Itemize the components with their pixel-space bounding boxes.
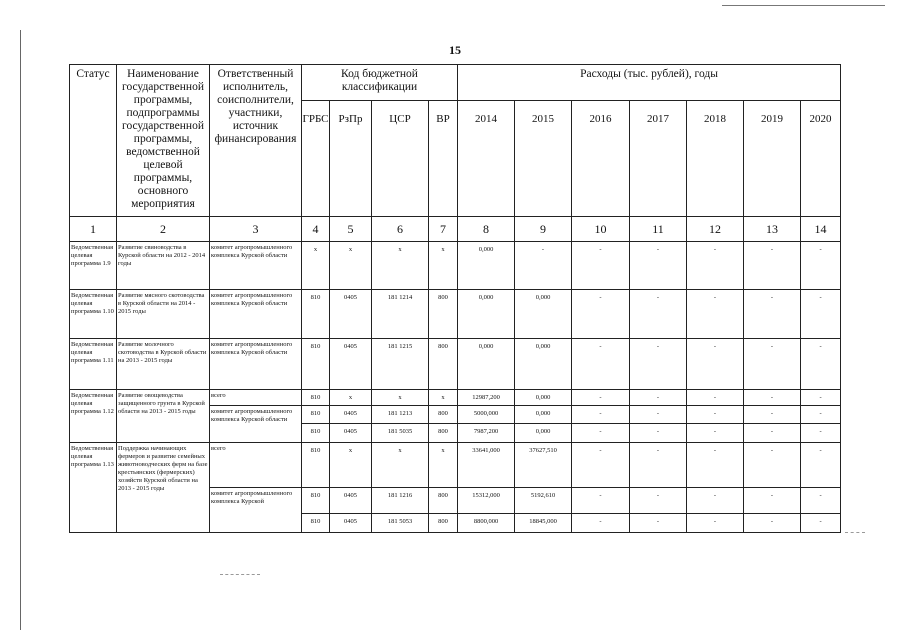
csr-cell: 181 1215 [372, 339, 429, 390]
grbs-cell: 810 [302, 514, 330, 533]
header-budget-code: Код бюджетной классификации [302, 65, 458, 101]
grbs-cell: 810 [302, 339, 330, 390]
vr-cell: x [429, 390, 458, 406]
expense-cell: - [630, 514, 687, 533]
expense-cell: - [687, 443, 744, 488]
vr-cell: x [429, 443, 458, 488]
expense-cell: 0,000 [458, 242, 515, 290]
expense-cell: - [687, 290, 744, 339]
grbs-cell: x [302, 242, 330, 290]
column-number: 5 [330, 217, 372, 242]
expense-cell: - [744, 390, 801, 406]
expense-cell: 37627,510 [515, 443, 572, 488]
rzpr-cell: 0405 [330, 290, 372, 339]
expense-cell: - [630, 406, 687, 424]
expense-cell: 0,000 [515, 390, 572, 406]
header-year: 2019 [744, 101, 801, 217]
expense-cell: - [801, 406, 841, 424]
expense-cell: 0,000 [515, 290, 572, 339]
responsible-cell: комитет агропромышленного комплекса Курской области [210, 339, 302, 390]
expense-cell: - [744, 242, 801, 290]
status-cell: Ведомственная целевая программа 1.10 [70, 290, 117, 339]
status-cell: Ведомственная целевая программа 1.12 [70, 390, 117, 443]
csr-cell: 181 5053 [372, 514, 429, 533]
header-year: 2016 [572, 101, 630, 217]
csr-cell: 181 1216 [372, 488, 429, 514]
expense-cell: 7987,200 [458, 424, 515, 443]
total-label-cell: всего [210, 390, 302, 406]
rzpr-cell: 0405 [330, 406, 372, 424]
header-csr: ЦСР [372, 101, 429, 217]
header-year: 2020 [801, 101, 841, 217]
status-cell: Ведомственная целевая программа 1.11 [70, 339, 117, 390]
header-year: 2014 [458, 101, 515, 217]
expense-cell: - [744, 488, 801, 514]
rzpr-cell: x [330, 242, 372, 290]
vr-cell: 800 [429, 406, 458, 424]
expense-cell: - [687, 488, 744, 514]
expense-cell: - [744, 514, 801, 533]
csr-cell: 181 1213 [372, 406, 429, 424]
grbs-cell: 810 [302, 406, 330, 424]
page-number: 15 [449, 43, 461, 57]
header-grbs: ГРБС [302, 101, 330, 217]
grbs-cell: 810 [302, 443, 330, 488]
vr-cell: 800 [429, 339, 458, 390]
table-row [70, 290, 841, 339]
status-cell: Ведомственная целевая программа 1.9 [70, 242, 117, 290]
column-number: 11 [630, 217, 687, 242]
expense-cell: - [687, 424, 744, 443]
column-number: 4 [302, 217, 330, 242]
expense-cell: - [801, 390, 841, 406]
expense-cell: - [801, 339, 841, 390]
column-number: 7 [429, 217, 458, 242]
expense-cell: 0,000 [458, 290, 515, 339]
column-number: 14 [801, 217, 841, 242]
expense-cell: 0,000 [515, 339, 572, 390]
expense-cell: 5192,610 [515, 488, 572, 514]
rzpr-cell: 0405 [330, 514, 372, 533]
header-responsible: Ответственный исполнитель, соисполнители, участники, источник финансирования [210, 65, 302, 217]
csr-cell: 181 5035 [372, 424, 429, 443]
expense-cell: - [801, 514, 841, 533]
table-row [70, 242, 841, 290]
program-name-cell: Развитие овощеводства защищенного грунта в Курской области на 2013 - 2015 годы [117, 390, 210, 443]
column-number: 9 [515, 217, 572, 242]
column-number: 1 [70, 217, 117, 242]
header-vr: ВР [429, 101, 458, 217]
left-margin-rule [20, 30, 21, 630]
expense-cell: - [572, 290, 630, 339]
expense-cell: - [801, 290, 841, 339]
expense-cell: 33641,000 [458, 443, 515, 488]
expense-cell: - [630, 424, 687, 443]
expense-cell: - [630, 290, 687, 339]
expense-cell: - [744, 339, 801, 390]
expense-cell: - [572, 514, 630, 533]
column-number: 3 [210, 217, 302, 242]
column-number: 6 [372, 217, 429, 242]
grbs-cell: 810 [302, 488, 330, 514]
expense-cell: - [630, 242, 687, 290]
expense-cell: - [744, 290, 801, 339]
column-number: 12 [687, 217, 744, 242]
expense-cell: - [630, 488, 687, 514]
grbs-cell: 810 [302, 390, 330, 406]
header-year: 2017 [630, 101, 687, 217]
header-row [70, 65, 841, 101]
expense-cell: - [801, 242, 841, 290]
expense-cell: - [572, 424, 630, 443]
expense-cell: 0,000 [515, 406, 572, 424]
expense-cell: - [630, 390, 687, 406]
expense-cell: - [744, 406, 801, 424]
expense-cell: 0,000 [515, 424, 572, 443]
expense-cell: 12987,200 [458, 390, 515, 406]
expense-cell: - [630, 339, 687, 390]
expense-cell: - [801, 488, 841, 514]
header-name: Наименование государственной программы, подпрограммы государственной программы, ведомственной целевой программы, основного мероприятия [117, 65, 210, 217]
header-year: 2018 [687, 101, 744, 217]
program-name-cell: Развитие молочного скотоводства в Курской области на 2013 - 2015 годы [117, 339, 210, 390]
responsible-cell: комитет агропромышленного комплекса Курской области [210, 290, 302, 339]
vr-cell: 800 [429, 290, 458, 339]
program-name-cell: Поддержка начинающих фермеров и развитие семейных животноводческих ферм на базе крестьянских (фермерских) хозяйств Курской области на 2013 - 2015 годы [117, 443, 210, 533]
expense-cell: - [687, 406, 744, 424]
dashed-rule [845, 532, 865, 533]
total-label-cell: всего [210, 443, 302, 488]
expense-cell: - [687, 242, 744, 290]
dashed-rule [220, 574, 260, 575]
expense-cell: - [687, 390, 744, 406]
table-row [70, 390, 841, 406]
column-numbers-row [70, 217, 841, 242]
grbs-cell: 810 [302, 290, 330, 339]
column-number: 10 [572, 217, 630, 242]
expense-cell: - [744, 424, 801, 443]
csr-cell: 181 1214 [372, 290, 429, 339]
rzpr-cell: 0405 [330, 424, 372, 443]
vr-cell: 800 [429, 424, 458, 443]
expense-cell: 5000,000 [458, 406, 515, 424]
rzpr-cell: 0405 [330, 339, 372, 390]
rzpr-cell: x [330, 390, 372, 406]
program-name-cell: Развитие мясного скотоводства в Курской области на 2014 - 2015 годы [117, 290, 210, 339]
vr-cell: 800 [429, 488, 458, 514]
header-year: 2015 [515, 101, 572, 217]
top-rule [722, 5, 885, 6]
rzpr-cell: 0405 [330, 488, 372, 514]
responsible-cell: комитет агропромышленного комплекса Курской [210, 488, 302, 533]
expense-cell: - [801, 424, 841, 443]
expense-cell: - [687, 514, 744, 533]
vr-cell: x [429, 242, 458, 290]
csr-cell: x [372, 242, 429, 290]
status-cell: Ведомственная целевая программа 1.13 [70, 443, 117, 533]
expense-cell: - [572, 339, 630, 390]
expense-cell: - [744, 443, 801, 488]
expense-cell: - [801, 443, 841, 488]
expense-cell: - [572, 443, 630, 488]
csr-cell: x [372, 443, 429, 488]
expense-cell: 15312,000 [458, 488, 515, 514]
responsible-cell: комитет агропромышленного комплекса Курской области [210, 242, 302, 290]
csr-cell: x [372, 390, 429, 406]
expense-cell: - [515, 242, 572, 290]
header-rzpr: РзПр [330, 101, 372, 217]
expense-cell: - [630, 443, 687, 488]
vr-cell: 800 [429, 514, 458, 533]
column-number: 13 [744, 217, 801, 242]
rzpr-cell: x [330, 443, 372, 488]
expense-cell: 0,000 [458, 339, 515, 390]
expense-cell: - [572, 488, 630, 514]
expense-cell: 8800,000 [458, 514, 515, 533]
column-number: 2 [117, 217, 210, 242]
expense-cell: - [572, 242, 630, 290]
header-expenses: Расходы (тыс. рублей), годы [458, 65, 841, 101]
table-row [70, 339, 841, 390]
program-name-cell: Развитие свиноводства в Курской области на 2012 - 2014 годы [117, 242, 210, 290]
column-number: 8 [458, 217, 515, 242]
budget-table [69, 64, 841, 533]
table-body [70, 65, 841, 533]
responsible-cell: комитет агропромышленного комплекса Курской области [210, 406, 302, 443]
header-status: Статус [70, 65, 117, 217]
expense-cell: - [572, 390, 630, 406]
table-row [70, 443, 841, 488]
expense-cell: 18845,000 [515, 514, 572, 533]
expense-cell: - [572, 406, 630, 424]
expense-cell: - [687, 339, 744, 390]
grbs-cell: 810 [302, 424, 330, 443]
